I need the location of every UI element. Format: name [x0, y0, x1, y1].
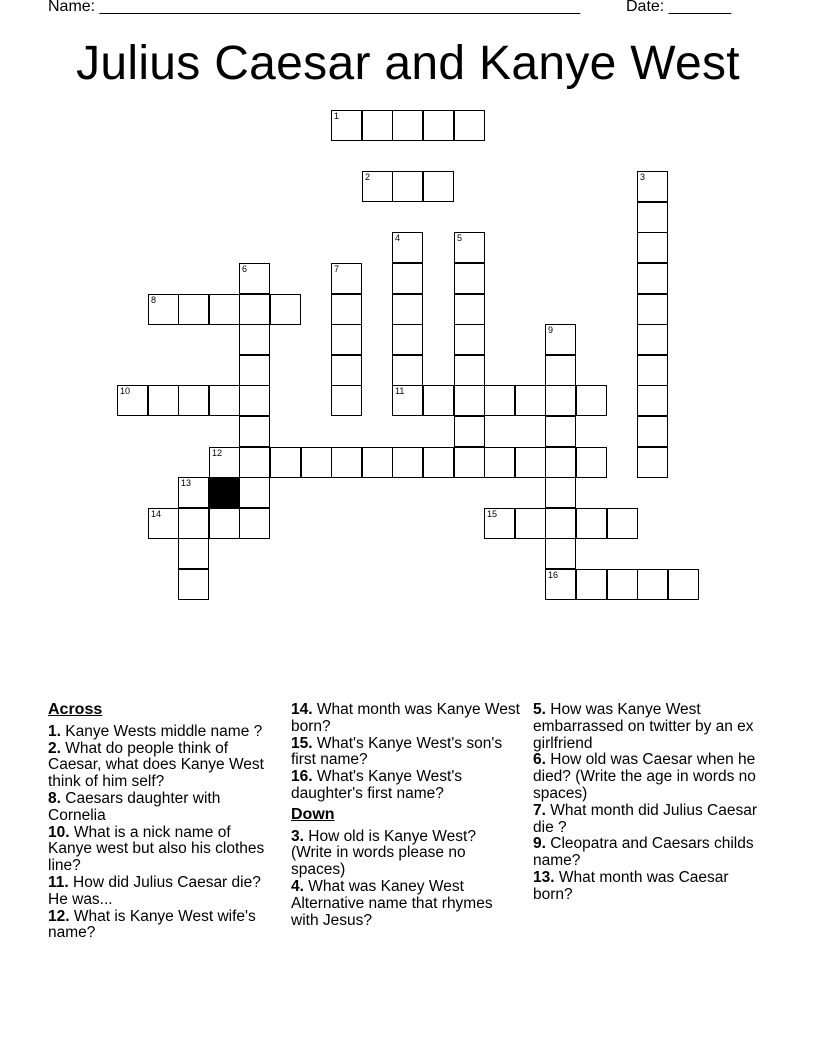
grid-cell[interactable]	[392, 355, 423, 386]
clue-text: How old was Caesar when he died? (Write the age in words no spaces)	[533, 751, 756, 802]
grid-cell[interactable]	[331, 263, 362, 294]
grid-cell[interactable]	[545, 447, 576, 478]
clue-text: What month was Kanye West born?	[291, 701, 520, 735]
grid-cell[interactable]	[392, 263, 423, 294]
grid-cell[interactable]	[484, 508, 515, 539]
clue-number: 11	[395, 386, 405, 396]
clue-text: What's Kanye West's daughter's first name?	[291, 768, 463, 802]
clue-item	[533, 836, 763, 870]
grid-cell[interactable]	[607, 569, 638, 600]
grid-cell[interactable]	[454, 263, 485, 294]
grid-cell[interactable]	[515, 508, 546, 539]
grid-cell[interactable]	[545, 385, 576, 416]
clue-number-label: 9.	[533, 835, 546, 853]
grid-cell[interactable]	[392, 447, 423, 478]
grid-cell[interactable]	[331, 294, 362, 325]
grid-cell[interactable]	[117, 385, 148, 416]
grid-cell[interactable]	[423, 171, 454, 202]
grid-cell[interactable]	[209, 447, 240, 478]
clue-number-label: 15.	[291, 734, 313, 752]
grid-cell[interactable]	[545, 416, 576, 447]
clue-number: 15	[487, 509, 498, 519]
grid-cell[interactable]	[637, 324, 668, 355]
grid-cell[interactable]	[362, 110, 393, 141]
grid-cell[interactable]	[239, 355, 270, 386]
clue-text: What was Kaney West Alternative name that rhymes with Jesus?	[291, 877, 493, 929]
grid-cell[interactable]	[637, 202, 668, 233]
clue-number: 13	[181, 478, 192, 488]
grid-cell[interactable]	[209, 508, 240, 539]
date-line: Date: _______	[626, 0, 731, 15]
grid-cell[interactable]	[454, 294, 485, 325]
grid-cell[interactable]	[178, 508, 209, 539]
grid-cell[interactable]	[331, 385, 362, 416]
clue-number-label: 7.	[533, 801, 546, 819]
clue-number-label: 3.	[291, 827, 304, 845]
grid-cell[interactable]	[576, 569, 607, 600]
clue-number: 6	[242, 264, 248, 274]
grid-cell[interactable]	[576, 385, 607, 416]
clue-number: 10	[120, 386, 131, 396]
grid-cell[interactable]	[331, 447, 362, 478]
grid-cell[interactable]	[545, 355, 576, 386]
clue-item	[48, 791, 278, 825]
grid-cell[interactable]	[637, 569, 668, 600]
grid-cell[interactable]	[239, 385, 270, 416]
clue-number: 14	[151, 509, 162, 519]
clue-number-label: 13.	[533, 868, 555, 886]
clue-item	[48, 825, 278, 875]
grid-cell[interactable]	[178, 538, 209, 569]
clue-item	[291, 736, 521, 770]
clue-text: Cleopatra and Caesars childs name?	[533, 835, 754, 870]
grid-cell[interactable]	[331, 110, 362, 141]
grid-cell[interactable]	[545, 508, 576, 539]
grid-cell[interactable]	[178, 477, 209, 508]
grid-cell[interactable]	[515, 385, 546, 416]
grid-cell[interactable]	[362, 447, 393, 478]
grid-cell[interactable]	[607, 508, 638, 539]
clue-number: 5	[457, 233, 463, 243]
grid-cell[interactable]	[454, 416, 485, 447]
grid-cell[interactable]	[637, 355, 668, 386]
clue-number: 16	[548, 570, 559, 580]
grid-cell[interactable]	[239, 477, 270, 508]
clue-item	[291, 769, 521, 803]
grid-cell[interactable]	[178, 294, 209, 325]
clue-item	[48, 909, 278, 943]
clue-number: 12	[212, 448, 223, 458]
clue-item	[291, 829, 521, 879]
clue-column-1	[48, 702, 278, 942]
clue-number-label: 4.	[291, 877, 304, 895]
grid-cell[interactable]	[392, 171, 423, 202]
grid-cell[interactable]	[545, 538, 576, 569]
grid-cell[interactable]	[515, 447, 546, 478]
grid-cell[interactable]	[392, 294, 423, 325]
clue-number: 1	[334, 111, 340, 121]
clue-number-label: 2.	[48, 739, 61, 757]
clue-number-label: 11.	[48, 873, 69, 891]
clue-column-2	[291, 702, 521, 929]
grid-cell[interactable]	[392, 232, 423, 263]
grid-cell[interactable]	[239, 263, 270, 294]
grid-cell[interactable]	[239, 447, 270, 478]
grid-cell[interactable]	[423, 447, 454, 478]
clue-number: 3	[640, 172, 646, 182]
grid-cell[interactable]	[209, 385, 240, 416]
grid-cell[interactable]	[392, 385, 423, 416]
clue-number: 9	[548, 325, 554, 335]
clue-item	[533, 752, 763, 802]
black-square	[209, 477, 240, 508]
clue-text: What do people think of Caesar, what does Kanye West think of him self?	[48, 739, 264, 791]
grid-cell[interactable]	[454, 355, 485, 386]
clue-item	[291, 702, 521, 736]
clue-number-label: 14.	[291, 701, 313, 718]
across-heading: Across	[48, 701, 103, 718]
clue-number-label: 6.	[533, 751, 546, 769]
grid-cell[interactable]	[545, 477, 576, 508]
down-clue-list	[291, 829, 521, 930]
name-line: Name: ______________________________________________________	[48, 0, 581, 15]
grid-cell[interactable]	[423, 385, 454, 416]
clue-number-label: 5.	[533, 701, 546, 718]
clue-number: 8	[151, 295, 157, 305]
grid-cell[interactable]	[637, 171, 668, 202]
grid-cell[interactable]	[362, 171, 393, 202]
grid-cell[interactable]	[331, 324, 362, 355]
clue-text: How did Julius Caesar die? He was...	[48, 873, 261, 908]
clue-text: Caesars daughter with Cornelia	[48, 789, 221, 824]
clue-number: 4	[395, 233, 401, 243]
grid-cell[interactable]	[239, 294, 270, 325]
grid-cell[interactable]	[239, 508, 270, 539]
clue-number-label: 16.	[291, 768, 313, 786]
grid-cell[interactable]	[392, 324, 423, 355]
grid-cell[interactable]	[392, 110, 423, 141]
clue-number-label: 1.	[48, 722, 61, 740]
grid-cell[interactable]	[576, 508, 607, 539]
clue-number: 2	[365, 172, 371, 182]
grid-cell[interactable]	[148, 508, 179, 539]
clue-column-3	[533, 702, 763, 904]
down-clue-list-continued	[533, 702, 763, 904]
clue-text: Kanye Wests middle name ?	[65, 722, 263, 740]
clue-item	[533, 870, 763, 904]
clue-item	[533, 702, 763, 752]
clue-item	[291, 879, 521, 929]
clue-text: What month was Caesar born?	[533, 868, 729, 903]
grid-cell[interactable]	[637, 416, 668, 447]
puzzle-title: Julius Caesar and Kanye West	[76, 37, 740, 90]
clue-text: How was Kanye West embarrassed on twitter by an ex girlfriend	[533, 701, 754, 752]
clue-item	[48, 875, 278, 909]
grid-cell[interactable]	[454, 447, 485, 478]
grid-cell[interactable]	[454, 232, 485, 263]
grid-cell[interactable]	[576, 447, 607, 478]
grid-cell[interactable]	[331, 355, 362, 386]
grid-cell[interactable]	[239, 324, 270, 355]
grid-cell[interactable]	[484, 447, 515, 478]
clue-item	[533, 803, 763, 837]
grid-cell[interactable]	[637, 294, 668, 325]
clue-number: 7	[334, 264, 340, 274]
grid-cell[interactable]	[637, 232, 668, 263]
grid-cell[interactable]	[668, 569, 699, 600]
down-heading: Down	[291, 805, 335, 823]
grid-cell[interactable]	[148, 385, 179, 416]
grid-cell[interactable]	[637, 263, 668, 294]
clue-item	[48, 741, 278, 791]
clue-text: What month did Julius Caesar die ?	[533, 801, 758, 836]
grid-cell[interactable]	[637, 447, 668, 478]
grid-cell[interactable]	[178, 385, 209, 416]
clue-item	[48, 724, 278, 741]
grid-cell[interactable]	[239, 416, 270, 447]
grid-cell[interactable]	[178, 569, 209, 600]
grid-cell[interactable]	[423, 110, 454, 141]
grid-cell[interactable]	[637, 385, 668, 416]
clue-number-label: 8.	[48, 789, 61, 807]
clue-text: What is Kanye West wife's name?	[48, 907, 256, 942]
clue-number-label: 10.	[48, 823, 70, 841]
clue-text: What is a nick name of Kanye west but also his clothes line?	[48, 823, 265, 875]
grid-cell[interactable]	[454, 324, 485, 355]
across-clue-list	[48, 724, 278, 942]
across-clue-list-continued	[291, 702, 521, 803]
grid-cell[interactable]	[454, 110, 485, 141]
grid-cell[interactable]	[148, 294, 179, 325]
clue-text: How old is Kanye West? (Write in words please no spaces)	[291, 827, 476, 879]
grid-cell[interactable]	[270, 294, 301, 325]
grid-cell[interactable]	[209, 294, 240, 325]
grid-cell[interactable]	[545, 324, 576, 355]
clue-number-label: 12.	[48, 907, 70, 925]
grid-cell[interactable]	[301, 447, 332, 478]
grid-cell[interactable]	[454, 385, 485, 416]
clue-text: What's Kanye West's son's first name?	[291, 734, 503, 769]
grid-cell[interactable]	[545, 569, 576, 600]
grid-cell[interactable]	[270, 447, 301, 478]
grid-cell[interactable]	[484, 385, 515, 416]
